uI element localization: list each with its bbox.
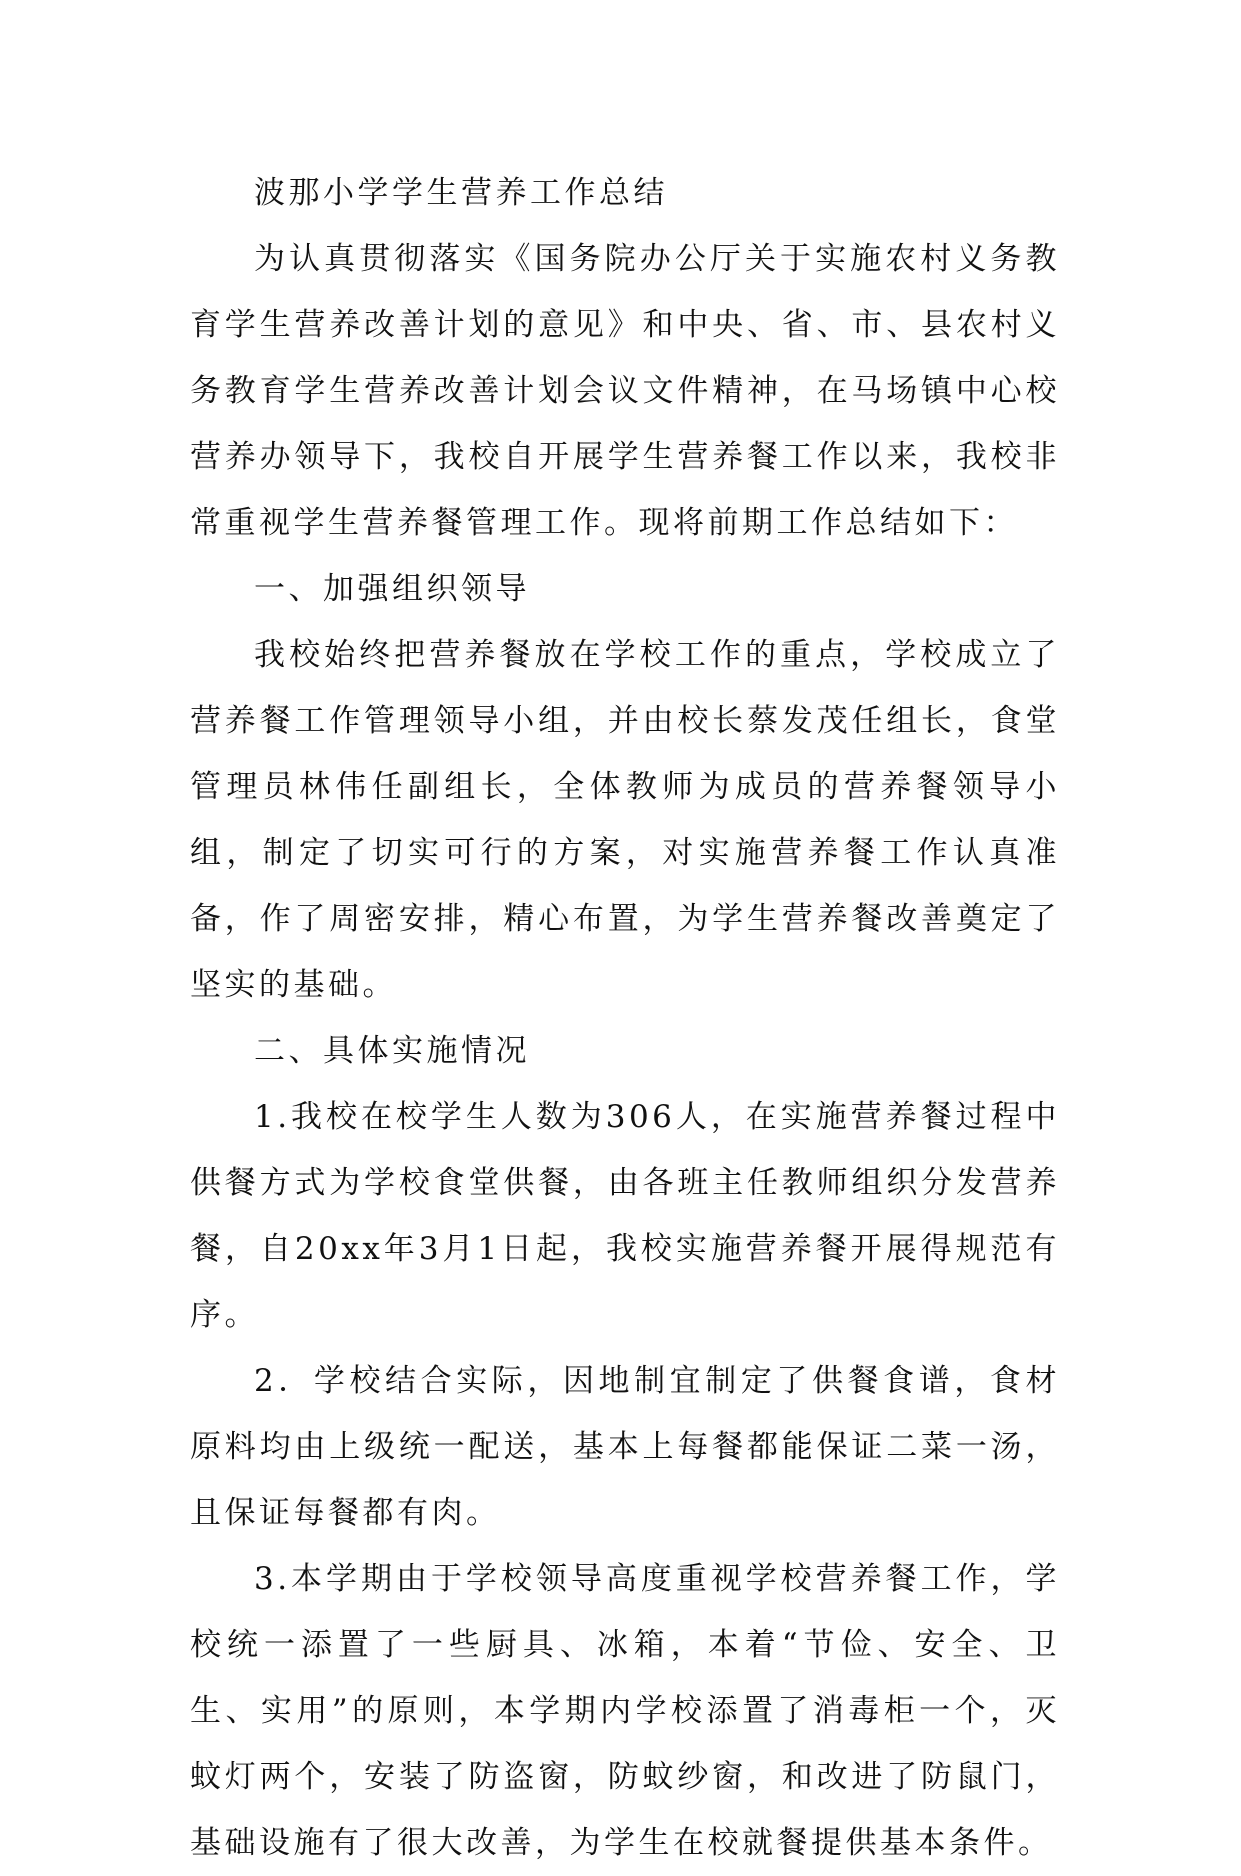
document-body [190, 160, 1060, 1876]
implementation-item-2: 2．学校结合实际，因地制宜制定了供餐食谱，食材原料均由上级统一配送，基本上每餐都能保证二菜一汤，且保证每餐都有肉。 [190, 1363, 1060, 1531]
section-heading-implementation: 二、具体实施情况 [254, 1033, 530, 1069]
section-heading-organization: 一、加强组织领导 [254, 571, 530, 607]
document-title: 波那小学学生营养工作总结 [254, 175, 668, 211]
intro-paragraph: 为认真贯彻落实《国务院办公厅关于实施农村义务教育学生营养改善计划的意见》和中央、省、市、县农村义务教育学生营养改善计划会议文件精神，在马场镇中心校营养办领导下，我校自开展学生营养餐工作以来，我校非常重视学生营养餐管理工作。现将前期工作总结如下： [190, 241, 1060, 541]
organization-paragraph: 我校始终把营养餐放在学校工作的重点，学校成立了营养餐工作管理领导小组，并由校长蔡发茂任组长，食堂管理员林伟任副组长，全体教师为成员的营养餐领导小组，制定了切实可行的方案，对实施营养餐工作认真准备，作了周密安排，精心布置，为学生营养餐改善奠定了坚实的基础。 [190, 637, 1060, 1003]
implementation-item-3: 3.本学期由于学校领导高度重视学校营养餐工作，学校统一添置了一些厨具、冰箱，本着“节俭、安全、卫生、实用”的原则，本学期内学校添置了消毒柜一个，灭蚊灯两个，安装了防盗窗，防蚊纱窗，和改进了防鼠门，基础设施有了很大改善，为学生在校就餐提供基本条件。 [190, 1561, 1060, 1861]
implementation-item-1: 1.我校在校学生人数为306人，在实施营养餐过程中供餐方式为学校食堂供餐，由各班主任教师组织分发营养餐，自20xx年3月1日起，我校实施营养餐开展得规范有序。 [190, 1099, 1060, 1333]
